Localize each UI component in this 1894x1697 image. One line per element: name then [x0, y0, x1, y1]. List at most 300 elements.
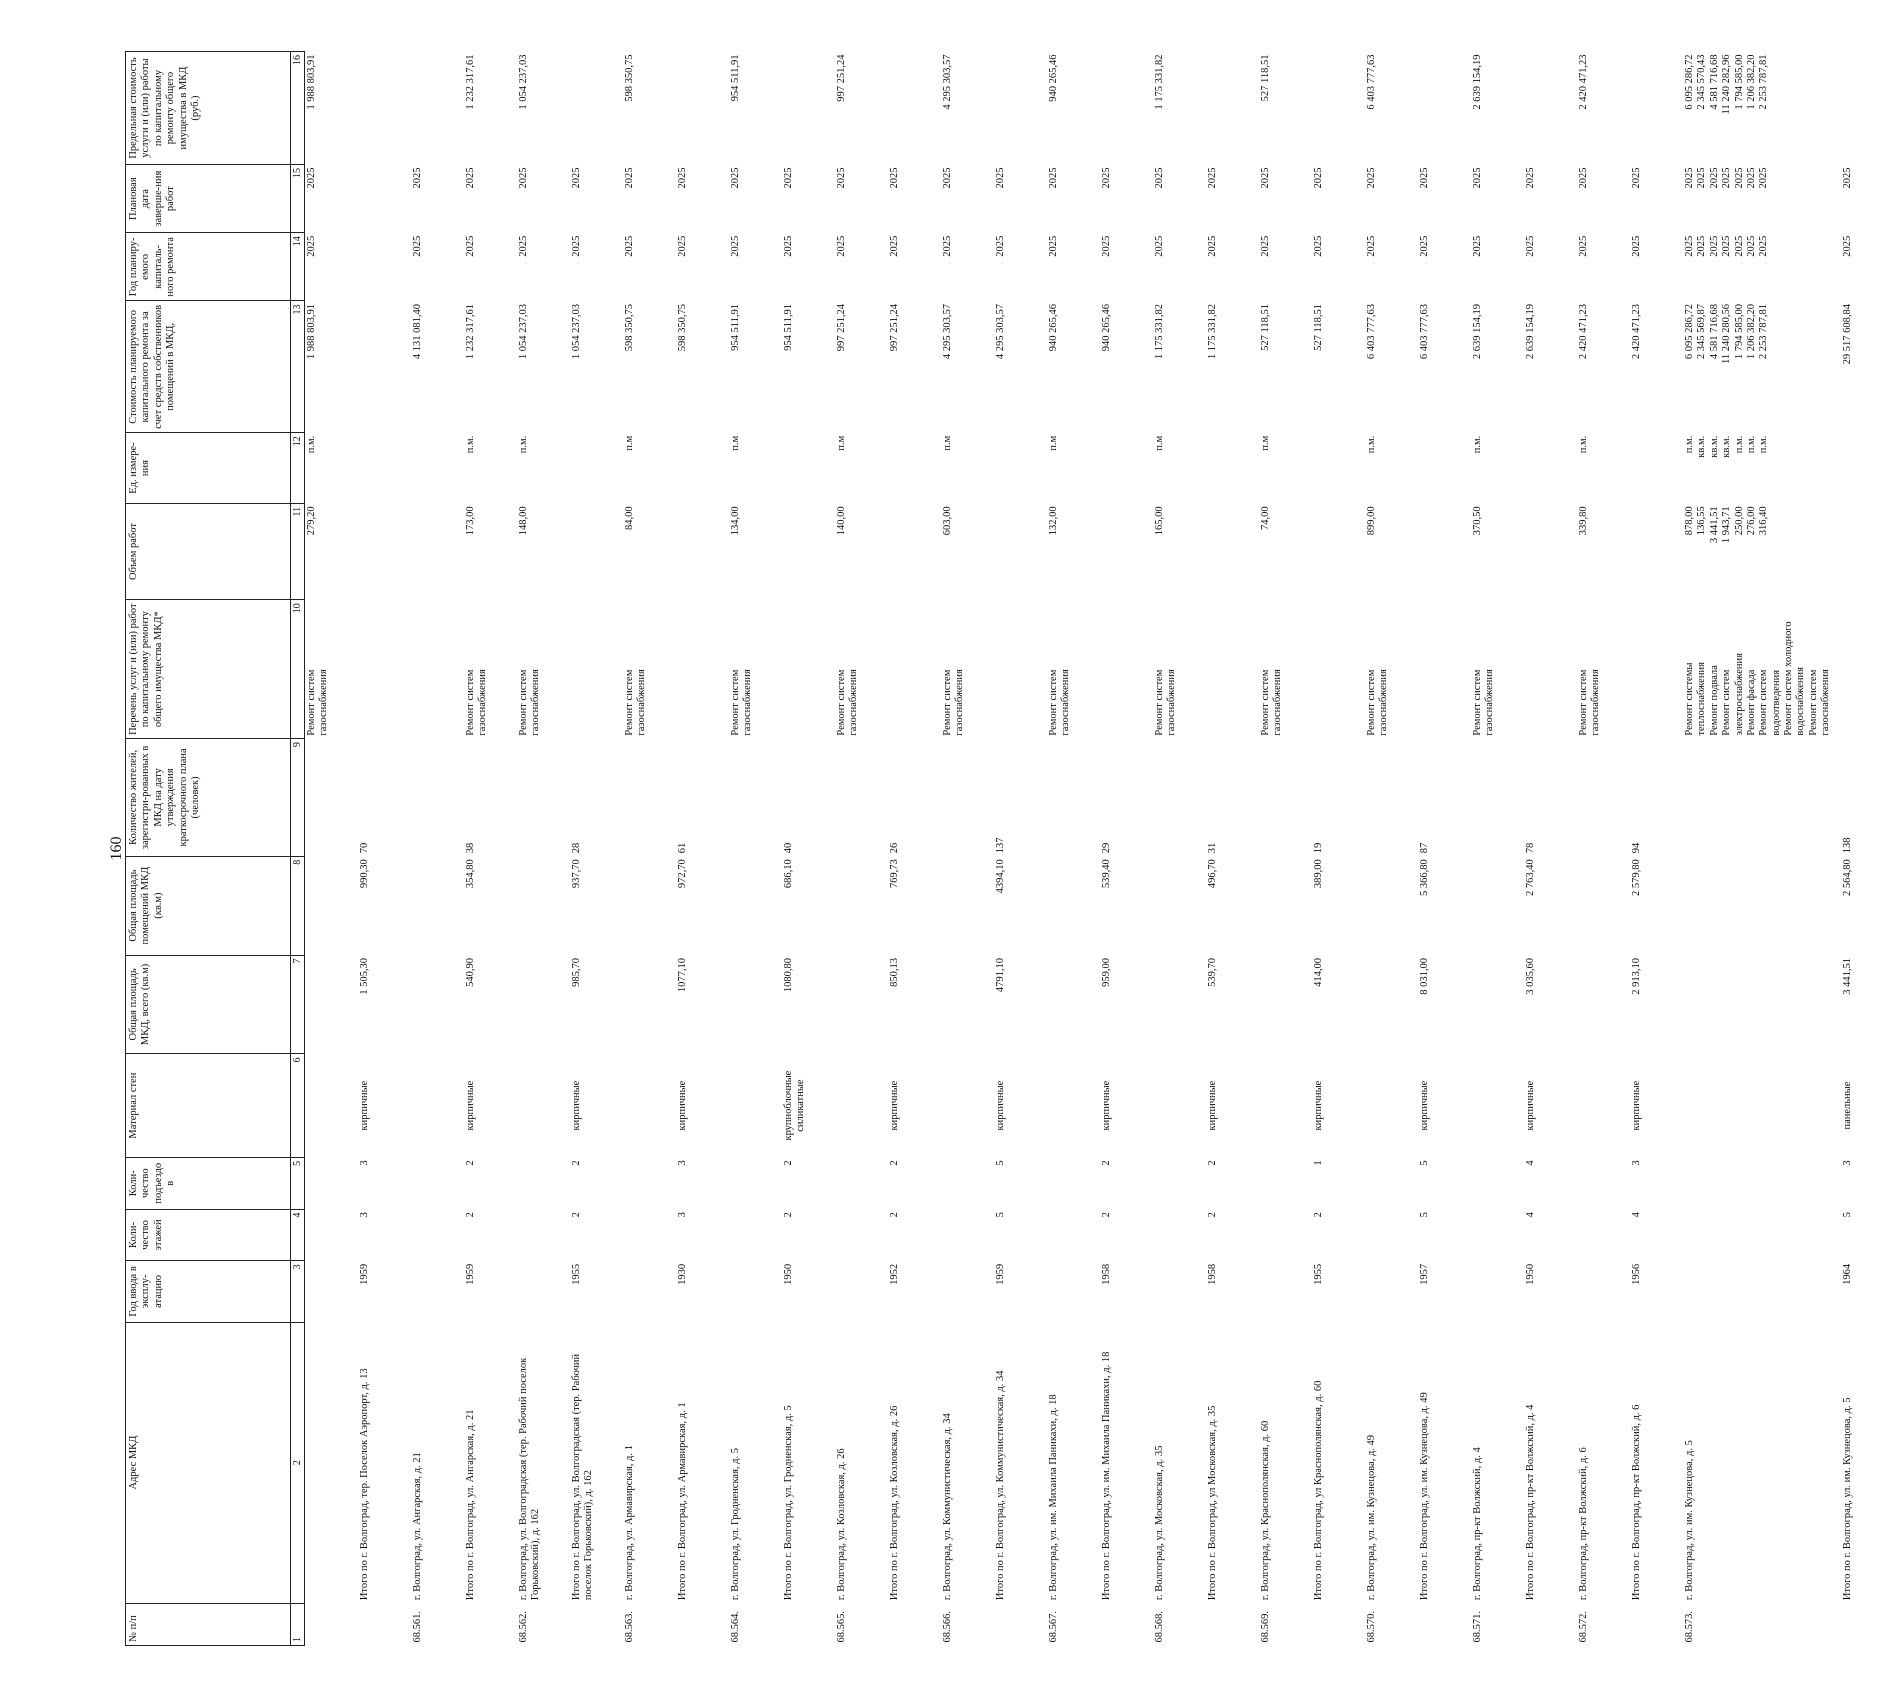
cell-limit: [888, 52, 941, 165]
cell-floors: 3: [677, 1212, 688, 1218]
table-row: [1471, 52, 1524, 1646]
cell-plan-date: 2025: [1419, 167, 1430, 189]
cell-volume: 173,00: [465, 506, 476, 536]
col-number: 15: [291, 165, 305, 233]
cell-works: [1630, 600, 1683, 739]
cell-entrances: [941, 1157, 994, 1209]
cell-wall: панельные: [1841, 1081, 1853, 1130]
cell-year: 1964: [1841, 1263, 1853, 1285]
cell-limit: 940 265,46: [1048, 54, 1059, 102]
cell-residents: 87: [1419, 842, 1430, 854]
cell-num: [464, 1603, 517, 1645]
cell-limit: [1524, 52, 1577, 165]
total-row: [782, 52, 835, 1646]
total-row: [358, 52, 411, 1646]
cell-residents: [1365, 739, 1418, 857]
cell-residents: [623, 739, 676, 857]
cell-year: 1930: [677, 1263, 688, 1285]
cell-residents: 78: [1525, 842, 1536, 854]
cell-residents: 26: [889, 842, 900, 854]
cell-area-total: 1077,10: [677, 958, 688, 993]
cell-unit: п.м.: [1578, 435, 1589, 454]
col-header-volume: Объем работ: [126, 503, 291, 599]
column-number-row: [291, 52, 305, 1646]
cell-plan-date: 2025: [624, 167, 635, 189]
cell-area-total: 3 035,60: [1525, 958, 1536, 995]
cell-plan-date: 2025: [518, 167, 529, 189]
cell-plan-year: 2025 2025 2025 2025 2025 2025 2025: [1684, 235, 1770, 257]
col-number: 4: [291, 1209, 305, 1261]
col-number: 14: [291, 233, 305, 301]
cell-year: [623, 1261, 676, 1322]
cell-limit: [676, 52, 729, 165]
cell-area-premises: 937,70: [571, 859, 582, 889]
cell-address: Итого по г. Волгоград, ул. Волгоградская (тер. Рабочий поселок Горьковский), д. 162: [571, 1353, 595, 1601]
cell-plan-year: 2025: [1366, 235, 1377, 257]
cell-entrances: [517, 1157, 570, 1209]
col-header-address: Адрес МКД: [126, 1322, 291, 1603]
cell-area-premises: [517, 856, 570, 955]
cell-entrances: 3: [677, 1160, 688, 1166]
cell-cost: 940 265,46: [1101, 303, 1112, 352]
cell-works: Ремонт систем газоснабжения: [1472, 669, 1496, 736]
col-number: 7: [291, 955, 305, 1054]
cell-entrances: 2: [1207, 1160, 1218, 1166]
cell-entrances: [305, 1157, 359, 1209]
cell-works: [1312, 600, 1365, 739]
cell-address: г. Волгоград, ул. Ангарская, д. 21: [412, 1452, 423, 1601]
cell-wall: крупноблочные силикатные: [783, 1070, 807, 1141]
cell-unit: [994, 433, 1047, 504]
cell-num: [888, 1603, 941, 1645]
cell-year: [1577, 1261, 1630, 1322]
cell-address: г. Волгоград, ул. Коммунистическая, д. 34: [942, 1413, 953, 1601]
cell-area-total: [411, 955, 464, 1054]
col-number: 12: [291, 433, 305, 504]
cell-address: Итого по г. Волгоград, ул. Коммунистическая, д. 34: [995, 1370, 1006, 1601]
cell-cost: 997 251,24: [836, 303, 847, 352]
total-row: [994, 52, 1047, 1646]
table-row: [411, 52, 464, 1646]
cell-plan-date: 2025: [1631, 167, 1642, 189]
cell-residents: [411, 739, 464, 857]
col-number: 5: [291, 1157, 305, 1209]
cell-area-total: [1471, 955, 1524, 1054]
col-number: 11: [291, 503, 305, 599]
cell-plan-date: 2025: [783, 167, 794, 189]
cell-area-premises: 990,30: [359, 859, 370, 889]
cell-area-total: 959,00: [1101, 958, 1112, 987]
cell-works: Ремонт систем газоснабжения: [518, 669, 542, 736]
col-header-year: Год ввода в эксплу-атацию: [126, 1261, 291, 1322]
cell-limit: [411, 52, 464, 165]
cell-cost: [358, 301, 411, 433]
cell-area-total: [305, 955, 359, 1054]
cell-works: [1418, 600, 1471, 739]
cell-floors: [1153, 1209, 1206, 1261]
cell-volume: 132,00: [1048, 506, 1059, 536]
total-row: [1524, 52, 1577, 1646]
cell-limit: [1206, 52, 1259, 165]
cell-wall: [1577, 1054, 1630, 1158]
cell-floors: [1471, 1209, 1524, 1261]
cell-residents: 94: [1631, 842, 1642, 854]
cell-num: 68.561.: [412, 1611, 423, 1643]
cell-entrances: 3: [1631, 1160, 1642, 1166]
cell-num: 68.564.: [730, 1611, 741, 1643]
cell-limit: [570, 52, 623, 165]
cell-address: Итого по г. Волгоград, ул Московская, д. 35: [1207, 1405, 1218, 1601]
cell-year: [1259, 1261, 1312, 1322]
total-row: [1841, 52, 1894, 1646]
cell-area-premises: [835, 856, 888, 955]
cell-area-total: [1259, 955, 1312, 1054]
col-number: 8: [291, 856, 305, 955]
cell-unit: [1418, 433, 1471, 504]
cell-area-total: 1080,80: [783, 958, 794, 993]
col-header-floors: Коли-чество этажей: [126, 1209, 291, 1261]
cell-entrances: [1259, 1157, 1312, 1209]
cell-volume: [570, 503, 623, 599]
cell-address: г. Волгоград, ул. Краснополянская, д. 60: [1260, 1420, 1271, 1601]
cell-entrances: 1: [1313, 1160, 1324, 1166]
cell-volume: 878,00 136,55 3 441,51 1 943,71 250,00 276,00 316,40: [1684, 506, 1770, 544]
cell-wall: кирпичные: [1525, 1080, 1536, 1131]
cell-year: [941, 1261, 994, 1322]
cell-wall: кирпичные: [359, 1080, 370, 1131]
cell-limit: 1 988 803,91: [306, 54, 317, 110]
cell-num: 68.563.: [624, 1611, 635, 1643]
cell-entrances: [1683, 1157, 1841, 1209]
cell-entrances: [835, 1157, 888, 1209]
cell-floors: 4: [1631, 1212, 1642, 1218]
cell-plan-year: 2025: [995, 235, 1006, 257]
cell-area-premises: [1259, 856, 1312, 955]
cell-address: г. Волгоград, ул. Гродненская, д. 5: [730, 1448, 741, 1601]
cell-plan-date: 2025: [1154, 167, 1165, 189]
cell-limit: [1418, 52, 1471, 165]
cell-works: Ремонт систем газоснабжения: [1578, 669, 1602, 736]
cell-entrances: [729, 1157, 782, 1209]
cell-wall: кирпичные: [1313, 1080, 1324, 1131]
cell-limit: [1312, 52, 1365, 165]
cell-area-total: 414,00: [1313, 958, 1324, 987]
cell-entrances: [1577, 1157, 1630, 1209]
cell-area-total: 539,70: [1207, 958, 1218, 987]
cell-volume: 148,00: [518, 506, 529, 536]
cell-floors: [411, 1209, 464, 1261]
cell-floors: 2: [889, 1212, 900, 1218]
cell-cost: 527 118,51: [1260, 303, 1271, 351]
cell-num: [1312, 1603, 1365, 1645]
cell-address: г. Волгоград, ул. им. Кузнецова, д. 5: [1684, 1440, 1695, 1601]
cell-cost: 1 054 237,03: [518, 303, 529, 360]
cell-cost: 6 095 286,72 2 345 569,87 4 581 716,68 11 240 280,56 1 794 585,00 1 206 382,20 2 253 787,81: [1684, 303, 1770, 364]
cell-residents: 61: [677, 842, 688, 854]
cell-num: 68.569.: [1260, 1611, 1271, 1643]
cell-residents: [1471, 739, 1524, 857]
cell-area-premises: [941, 856, 994, 955]
cell-plan-date: 2025: [412, 167, 423, 189]
cell-area-premises: [1153, 856, 1206, 955]
cell-year: [835, 1261, 888, 1322]
total-row: [676, 52, 729, 1646]
cell-area-premises: 972,70: [677, 859, 688, 889]
cell-wall: кирпичные: [465, 1080, 476, 1131]
cell-area-total: [835, 955, 888, 1054]
cell-limit: [1630, 52, 1683, 165]
cell-residents: 29: [1101, 842, 1112, 854]
col-header-num: № п/п: [126, 1603, 291, 1645]
cell-entrances: 4: [1525, 1160, 1536, 1166]
cell-plan-date: 2025: [1207, 167, 1218, 189]
cell-cost: 997 251,24: [889, 303, 900, 352]
cell-cost: 527 118,51: [1313, 303, 1324, 351]
cell-plan-date: 2025: [306, 167, 317, 189]
cell-address: Итого по г. Волгоград, ул. Ангарская, д. 21: [465, 1409, 476, 1601]
cell-plan-date: 2025: [465, 167, 476, 189]
cell-volume: 84,00: [624, 506, 635, 530]
cell-works: [888, 600, 941, 739]
cell-residents: [517, 739, 570, 857]
cell-floors: [305, 1209, 359, 1261]
cell-year: [729, 1261, 782, 1322]
cell-area-total: 4791,10: [995, 958, 1006, 993]
col-header-wall: Материал стен: [126, 1054, 291, 1158]
cell-limit: 1 054 237,03: [518, 54, 529, 110]
cell-unit: [570, 433, 623, 504]
cell-unit: п.м: [1154, 435, 1165, 451]
cell-works: Ремонт систем газоснабжения: [942, 669, 966, 736]
cell-residents: 40: [783, 842, 794, 854]
cell-year: 1959: [359, 1263, 370, 1285]
table-row: [1047, 52, 1100, 1646]
cell-num: 68.567.: [1048, 1611, 1059, 1643]
cell-volume: [994, 503, 1047, 599]
cell-address: Итого по г. Волгоград, пр-кт Волжский, д. 4: [1525, 1404, 1536, 1601]
cell-works: [570, 600, 623, 739]
col-number: 16: [291, 52, 305, 165]
cell-wall: кирпичные: [889, 1080, 900, 1131]
cell-plan-year: 2025: [1101, 235, 1112, 257]
cell-limit: 1 232 317,61: [465, 54, 476, 110]
cell-num: 68.570.: [1366, 1611, 1377, 1643]
cell-plan-year: 2025: [1154, 235, 1165, 257]
cell-volume: [1524, 503, 1577, 599]
cell-cost: 598 350,75: [677, 303, 688, 352]
cell-works: [1524, 600, 1577, 739]
col-header-entrances: Коли-чество подъездо в: [126, 1157, 291, 1209]
cell-entrances: 2: [889, 1160, 900, 1166]
cell-residents: [1259, 739, 1312, 857]
cell-plan-year: 2025: [730, 235, 741, 257]
cell-year: 1956: [1631, 1263, 1642, 1285]
cell-area-total: [729, 955, 782, 1054]
cell-volume: [1841, 503, 1894, 599]
cell-residents: [835, 739, 888, 857]
cell-plan-date: 2025: [836, 167, 847, 189]
cell-volume: [411, 503, 464, 599]
col-header-plan-year: Год планиру-емого капиталь-ного ремонта: [126, 233, 291, 301]
cell-plan-date: 2025: [1366, 167, 1377, 189]
cell-volume: 279,20: [306, 506, 317, 536]
cell-num: [1206, 1603, 1259, 1645]
cell-residents: 138: [1841, 837, 1853, 854]
cell-entrances: 3: [359, 1160, 370, 1166]
cell-volume: 603,00: [942, 506, 953, 536]
cell-volume: 339,80: [1578, 506, 1589, 536]
cell-unit: п.м: [1260, 435, 1271, 451]
page-number: 160: [108, 836, 125, 861]
cell-works: Ремонт систем газоснабжения: [624, 669, 648, 736]
cell-works: [676, 600, 729, 739]
cell-plan-date: 2025: [571, 167, 582, 189]
cell-cost: 6 403 777,63: [1366, 303, 1377, 360]
total-row: [1630, 52, 1683, 1646]
cell-num: [358, 1603, 411, 1645]
cell-year: 1950: [1525, 1263, 1536, 1285]
cell-plan-year: 2025: [1313, 235, 1324, 257]
repair-plan-table: [125, 51, 1894, 1646]
cell-volume: 140,00: [836, 506, 847, 536]
cell-num: [994, 1603, 1047, 1645]
cell-volume: [888, 503, 941, 599]
cell-area-premises: 4394,10: [995, 859, 1006, 894]
cell-unit: [888, 433, 941, 504]
cell-unit: п.м.: [465, 435, 476, 454]
cell-unit: п.м.: [1472, 435, 1483, 454]
col-header-limit: Предельная стоимость услуги и (или) работы по капитальному ремонту общего имущества в МКД (руб.): [126, 52, 291, 165]
cell-residents: 31: [1207, 842, 1218, 854]
cell-num: [1630, 1603, 1683, 1645]
cell-year: 1952: [889, 1263, 900, 1285]
cell-year: [1471, 1261, 1524, 1322]
cell-limit: [1100, 52, 1153, 165]
cell-unit: п.м.: [518, 435, 529, 454]
total-row: [1418, 52, 1471, 1646]
cell-cost: 1 175 331,82: [1207, 303, 1218, 360]
cell-floors: 5: [1841, 1212, 1853, 1218]
col-number: 6: [291, 1054, 305, 1158]
total-row: [464, 52, 517, 1646]
cell-volume: [1312, 503, 1365, 599]
cell-area-total: 1 505,30: [359, 958, 370, 995]
col-number: 1: [291, 1603, 305, 1645]
cell-limit: 1 175 331,82: [1154, 54, 1165, 110]
cell-plan-date: 2025: [1313, 167, 1324, 189]
cell-floors: [729, 1209, 782, 1261]
cell-floors: [1047, 1209, 1100, 1261]
cell-floors: 2: [571, 1212, 582, 1218]
cell-plan-date: 2025: [1472, 167, 1483, 189]
cell-works: Ремонт систем газоснабжения: [1260, 669, 1284, 736]
cell-num: [305, 1603, 359, 1645]
cell-volume: [1630, 503, 1683, 599]
cell-cost: 4 295 303,57: [942, 303, 953, 360]
cell-num: [570, 1603, 623, 1645]
cell-residents: 28: [571, 842, 582, 854]
cell-wall: кирпичные: [1631, 1080, 1642, 1131]
cell-year: 1955: [571, 1263, 582, 1285]
cell-num: [1841, 1603, 1894, 1645]
cell-year: [305, 1261, 359, 1322]
cell-year: [1047, 1261, 1100, 1322]
cell-plan-date: 2025: [889, 167, 900, 189]
cell-address: Итого по г. Волгоград, ул. им. Кузнецова, д. 49: [1419, 1392, 1430, 1601]
cell-limit: 2 420 471,23: [1578, 54, 1589, 110]
cell-unit: [411, 433, 464, 504]
cell-works: [411, 600, 464, 739]
cell-plan-year: 2025: [306, 235, 317, 257]
cell-plan-date: 2025: [1101, 167, 1112, 189]
cell-unit: п.м: [730, 435, 741, 451]
cell-unit: п.м: [624, 435, 635, 451]
cell-unit: [1630, 433, 1683, 504]
cell-floors: 2: [783, 1212, 794, 1218]
col-number: 9: [291, 739, 305, 857]
cell-plan-year: 2025: [889, 235, 900, 257]
cell-area-premises: 496,70: [1207, 859, 1218, 889]
cell-plan-date: 2025: [1525, 167, 1536, 189]
table-row: [1577, 52, 1630, 1646]
cell-num: 68.566.: [942, 1611, 953, 1643]
cell-area-premises: [1577, 856, 1630, 955]
cell-entrances: [1471, 1157, 1524, 1209]
cell-floors: 2: [1207, 1212, 1218, 1218]
cell-year: 1957: [1419, 1263, 1430, 1285]
cell-wall: [941, 1054, 994, 1158]
cell-year: [1365, 1261, 1418, 1322]
cell-wall: кирпичные: [571, 1080, 582, 1131]
cell-works: Ремонт систем газоснабжения: [1154, 669, 1178, 736]
cell-residents: [305, 739, 359, 857]
cell-num: 68.571.: [1472, 1611, 1483, 1643]
cell-floors: [623, 1209, 676, 1261]
col-header-cost: Стоимость планируемого капитального ремонта за счет средств собственников помещений в МКД,: [126, 301, 291, 433]
cell-area-total: [1577, 955, 1630, 1054]
cell-area-total: [623, 955, 676, 1054]
cell-entrances: 2: [571, 1160, 582, 1166]
cell-cost: 1 054 237,03: [571, 303, 582, 360]
cell-address: Итого по г. Волгоград, пр-кт Волжский, д. 6: [1631, 1404, 1642, 1601]
cell-year: [1683, 1261, 1841, 1322]
cell-works: [1841, 600, 1894, 739]
header-row: [126, 52, 291, 1646]
total-row: [1312, 52, 1365, 1646]
cell-num: 68.568.: [1154, 1611, 1165, 1643]
cell-plan-year: 2025: [624, 235, 635, 257]
cell-limit: 954 511,91: [730, 54, 741, 102]
cell-cost: 4 295 303,57: [995, 303, 1006, 360]
cell-plan-date: 2025: [1841, 167, 1853, 189]
cell-limit: 4 295 303,57: [942, 54, 953, 110]
cell-wall: кирпичные: [1207, 1080, 1218, 1131]
table-row: [1365, 52, 1418, 1646]
cell-unit: п.м: [1048, 435, 1059, 451]
cell-entrances: 2: [1101, 1160, 1112, 1166]
cell-year: 1958: [1207, 1263, 1218, 1285]
cell-plan-date: 2025 2025 2025 2025 2025 2025 2025: [1684, 167, 1770, 189]
cell-wall: [729, 1054, 782, 1158]
cell-unit: п.м.: [1366, 435, 1377, 454]
cell-entrances: [1365, 1157, 1418, 1209]
cell-wall: [1259, 1054, 1312, 1158]
cell-works: [994, 600, 1047, 739]
cell-plan-year: 2025: [1631, 235, 1642, 257]
cell-plan-year: 2025: [1207, 235, 1218, 257]
cell-num: [676, 1603, 729, 1645]
cell-cost: 2 420 471,23: [1631, 303, 1642, 360]
